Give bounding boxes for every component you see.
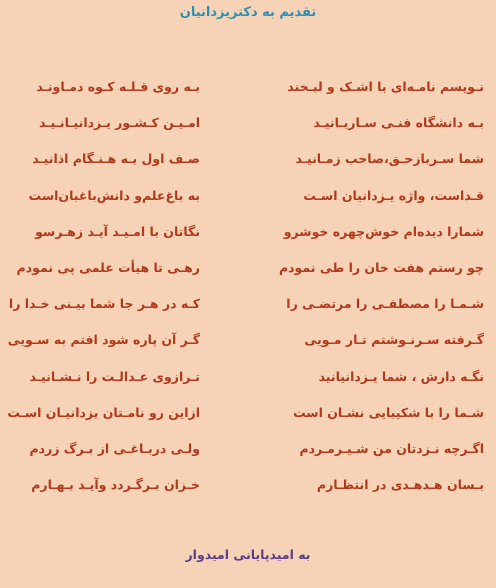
first-hemistich: چو رستم هفت خان را طی نمودم	[278, 259, 484, 275]
verse-row	[0, 257, 496, 293]
verse-row	[0, 221, 496, 257]
second-hemistich: کـه در هـر جا شما بیـنی خـدا را	[8, 296, 200, 312]
second-hemistich: تـرازوی عـدالـت را نـشـانیـد	[29, 368, 200, 384]
second-hemistich: رهـی تا هیأت علمی پی نمودم	[16, 259, 200, 275]
first-hemistich: شما سـربازحـق،صاحب زمـانیـد	[295, 151, 484, 167]
first-hemistich: شـما را با شکیبایی نشـان است	[293, 404, 484, 420]
second-hemistich: ولـی دربـاغـی از بـرگ زردم	[29, 440, 200, 456]
first-hemistich: نگـه دارش ، شما یـزدانیانید	[318, 368, 484, 384]
closing-line: به امیدپایانی امیدوار	[185, 547, 311, 562]
first-hemistich: بـسان هـدهـدی در انتظـارم	[316, 477, 484, 493]
verse-row	[0, 148, 496, 184]
second-hemistich: خـزان بـرگـردد وآیـد بـهـارم	[31, 477, 200, 493]
first-hemistich: شمارا دیده‌ام خوش‌چهره خوشرو	[283, 223, 484, 239]
second-hemistich: گـر آن پاره شود افتم به سـویی	[7, 332, 200, 348]
second-hemistich: صـف اول بـه هـنـگام اذانیـد	[32, 151, 200, 167]
second-hemistich: به باغ‌علم‌و دانش‌باغبان‌است	[28, 187, 200, 203]
second-hemistich: بـه روی قـلـه کـوه دمـاونـد	[36, 79, 200, 94]
verse-row	[0, 438, 496, 474]
poem-body	[0, 76, 496, 510]
verse-row	[0, 402, 496, 438]
page-title: تقدیم به دکتریزدانیان	[179, 5, 317, 20]
first-hemistich: اگـرچه نـزدتان من شـیـرمـردم	[299, 440, 484, 456]
verse-row	[0, 474, 496, 510]
second-hemistich: ازاین رو نامـتان یزدانیـان اسـت	[7, 404, 200, 420]
first-hemistich: گـرفته سـرنـوشتم تـار مـویی	[304, 332, 484, 348]
verse-row	[0, 293, 496, 329]
second-hemistich: امـیـن کـشـور یـزدانیـانـیـد	[39, 115, 200, 131]
verse-row	[0, 112, 496, 148]
verse-row	[0, 185, 496, 221]
verse-row	[0, 366, 496, 402]
first-hemistich: قـداست، واژه یـزدانیان اسـت	[303, 187, 484, 203]
first-hemistich: بـه دانشگاه فنـی سـاربـانیـد	[313, 115, 484, 131]
verse-row	[0, 329, 496, 365]
verse-row	[0, 76, 496, 112]
first-hemistich: شـمـا را مصطفـی را مرتضـی را	[286, 296, 484, 312]
first-hemistich: نـویسم نامـه‌ای با اشـک و لبـخند	[287, 79, 484, 94]
second-hemistich: نگاتان با امـیـد آیـد زهـرسو	[35, 223, 200, 239]
